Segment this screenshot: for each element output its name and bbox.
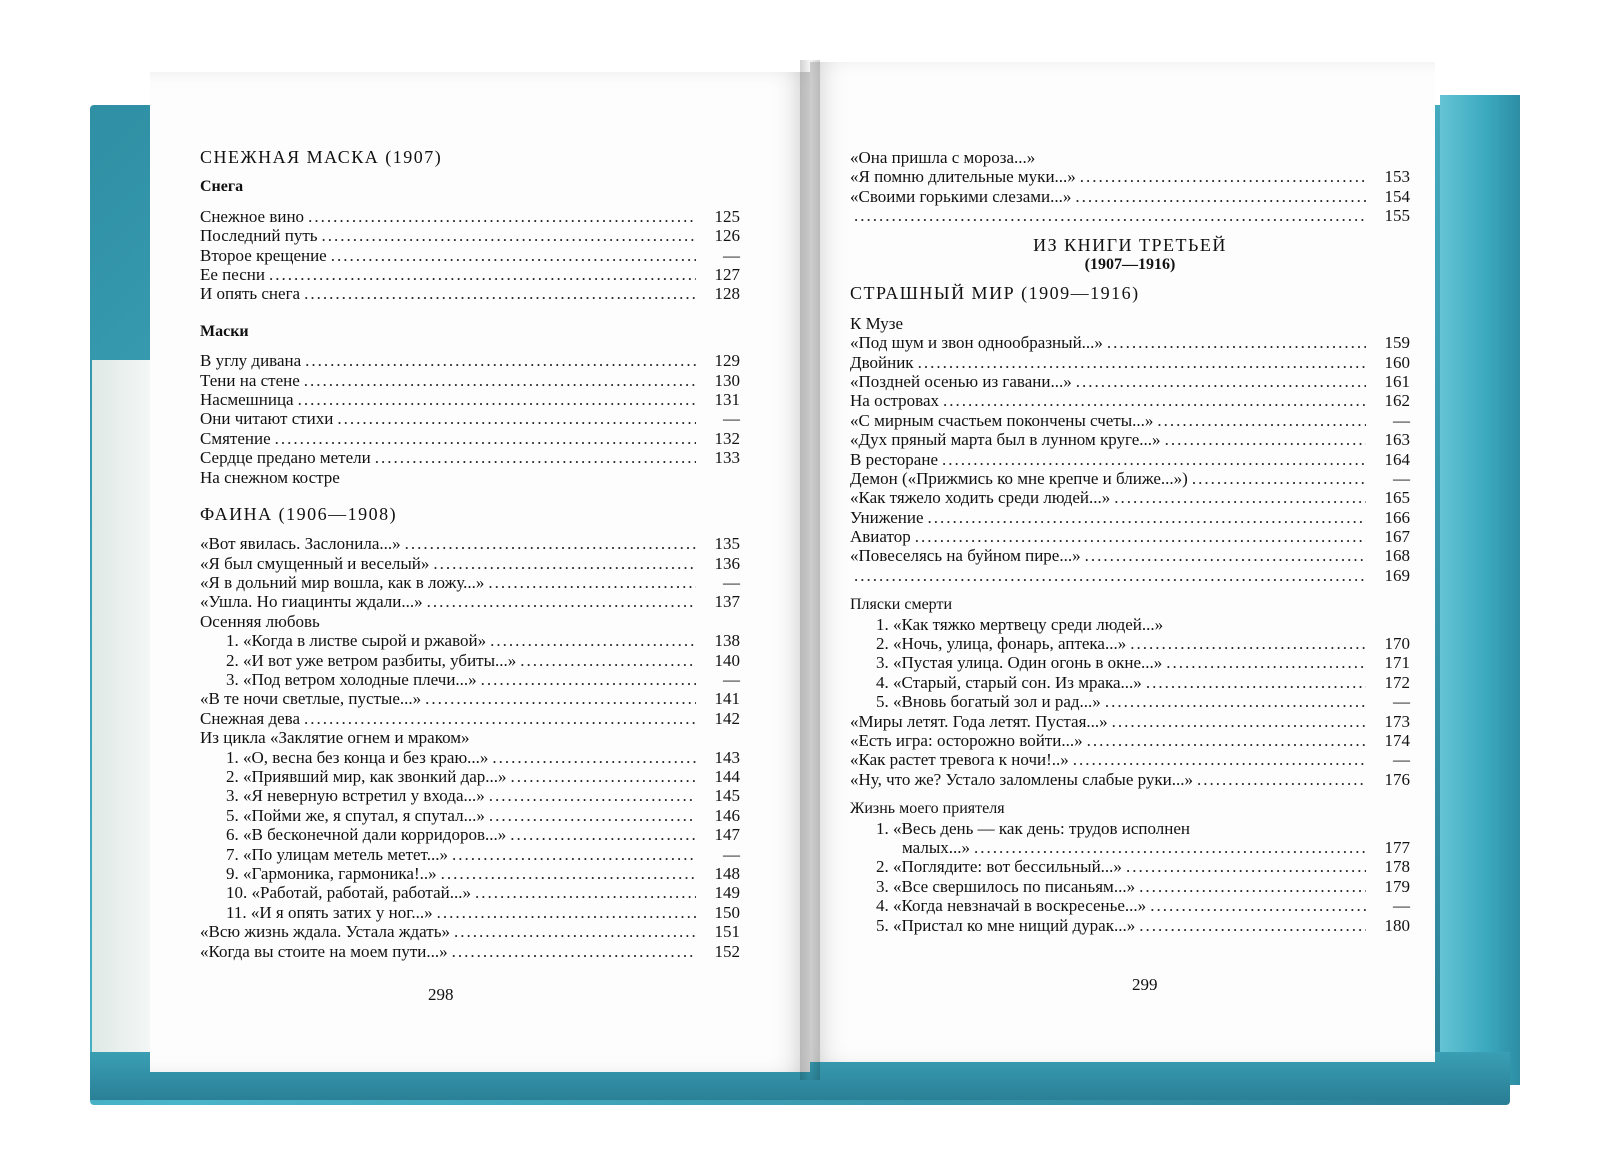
toc-entry [200,226,740,245]
group-title: Пляски смерти [850,596,953,614]
toc-entry [200,351,740,370]
toc-entry-page: 177 [1384,837,1410,857]
toc-entry-title: 1. «Весь день — как день: трудов исполнен [876,818,1190,838]
toc-entry-page: — [1393,750,1410,770]
toc-entry-title: «Ну, что же? Устало заломлены слабые руки...» [850,769,1193,789]
toc-entry-page: — [723,245,740,265]
toc-leader-dots [305,351,696,370]
toc-entry-title: «Я помню длительные муки...» [850,167,1076,187]
toc-entry [200,284,740,303]
toc-entry-title: На снежном костре [200,467,340,487]
toc-leader-dots [269,265,696,284]
toc-entry-title: 2. «Поглядите: вот бессильный...» [876,857,1122,877]
toc-entry-title: Снежное вино [200,206,305,226]
toc-leader-dots [942,450,1366,469]
toc-entry [200,883,740,902]
toc-list [200,534,740,961]
toc-entry [200,612,740,631]
toc-entry-page: — [723,844,740,864]
toc-entry-page: 148 [714,863,740,883]
toc-entry-title: «Своими горькими слезами...» [850,186,1072,206]
toc-entry [200,942,740,961]
toc-entry-title: Унижение [850,507,924,527]
toc-entry-title: «Как растет тревога к ночи!..» [850,750,1069,770]
toc-entry-page: 174 [1384,731,1410,750]
toc-leader-dots [308,207,696,226]
toc-entry [200,845,740,864]
toc-entry [200,429,740,448]
toc-entry-page: — [1393,896,1410,916]
toc-entry [850,615,1410,634]
toc-entry-page: 129 [714,351,740,371]
toc-entry-page: 179 [1384,876,1410,896]
toc-leader-dots [405,534,696,553]
toc-entry-page: 153 [1384,167,1410,187]
toc-entry-title: К Музе [850,313,904,333]
toc-leader-dots [1107,333,1366,352]
toc-entry-page: 161 [1384,371,1410,391]
toc-entry [850,916,1410,935]
toc-entry-page: 164 [1384,449,1410,469]
toc-leader-dots [304,709,696,728]
group-title: Снега [200,178,244,196]
toc-entry-page: 162 [1384,391,1410,411]
book-years: (1907—1916) [1084,255,1176,273]
toc-entry-page: 171 [1384,653,1410,673]
toc-entry-page: 146 [714,805,740,825]
toc-entry-page: 178 [1384,857,1410,877]
toc-entry [850,546,1410,565]
toc-entry [200,265,740,284]
toc-entry [200,592,740,611]
toc-entry [850,148,1410,167]
toc-entry [850,353,1410,372]
toc-entry-title: 2. «Ночь, улица, фонарь, аптека...» [876,634,1127,654]
toc-entry-title: «Ушла. Но гиацинты ждали...» [200,592,423,612]
toc-entry-page: 166 [1384,507,1410,527]
toc-entry [850,187,1410,206]
toc-entry [850,634,1410,653]
toc-leader-dots [1126,857,1366,876]
toc-list [200,207,740,304]
toc-entry-title: Последний путь [200,226,318,246]
toc-entry-page: 155 [1384,206,1410,226]
toc-entry-page: 125 [714,206,740,226]
toc-entry-title: Из цикла «Заклятие огнем и мраком» [200,728,470,748]
toc-list [850,819,1410,935]
toc-leader-dots [918,353,1366,372]
toc-entry-page: 137 [714,592,740,612]
toc-entry-page: 173 [1384,711,1410,731]
toc-leader-dots [1157,411,1366,430]
toc-entry-title: 7. «По улицам метель метет...» [226,844,448,864]
toc-leader-dots [1192,469,1366,488]
toc-entry-page: 141 [714,689,740,709]
toc-leader-dots [489,786,696,805]
toc-entry-title: В углу дивана [200,351,302,371]
toc-entry [200,468,740,487]
toc-entry-title: «Она пришла с мороза...» [850,148,1036,167]
section-title: СНЕЖНАЯ МАСКА (1907) [200,147,443,167]
toc-leader-dots [1150,896,1366,915]
toc-entry-page: 132 [714,428,740,448]
toc-entry-title: 9. «Гармоника, гармоника!..» [226,863,437,883]
toc-list [850,314,1410,585]
toc-entry-page: 152 [714,941,740,961]
toc-entry-title: В ресторане [850,449,938,469]
toc-entry-title: Тени на стене [200,370,300,390]
toc-entry [850,896,1410,915]
toc-leader-dots [1139,916,1366,935]
toc-entry-page: 169 [1384,565,1410,585]
page-number-right: 299 [1132,975,1158,994]
toc-entry [850,508,1410,527]
toc-entry [850,653,1410,672]
toc-entry-page: 160 [1384,352,1410,372]
toc-leader-dots [454,922,696,941]
toc-leader-dots [1080,167,1366,186]
toc-entry [200,534,740,553]
toc-leader-dots [854,566,1366,585]
toc-entry-page: — [723,573,740,593]
page-number-left: 298 [428,985,454,1004]
toc-entry [850,692,1410,711]
toc-leader-dots [437,903,696,922]
book-cover-edge [1440,95,1520,1085]
toc-entry-title: 3. «Под ветром холодные плечи...» [226,670,477,690]
toc-entry-page: — [1393,468,1410,488]
toc-entry-page: 165 [1384,488,1410,508]
toc-entry [850,566,1410,585]
toc-entry [850,712,1410,731]
toc-entry-page: — [1393,410,1410,430]
toc-entry [200,207,740,226]
toc-leader-dots [943,391,1366,410]
toc-entry-page: 151 [714,922,740,942]
toc-entry [200,554,740,573]
section-title: ФАИНА (1906—1908) [200,503,398,524]
toc-entry [850,206,1410,225]
page-stack-edge [92,360,152,1080]
toc-entry-page: 168 [1384,546,1410,566]
toc-entry-page: 147 [714,825,740,845]
toc-entry-page: 167 [1384,527,1410,547]
toc-entry-title: Двойник [850,352,914,372]
toc-leader-dots [427,592,696,611]
toc-entry [850,673,1410,692]
toc-entry-title: Осенняя любовь [200,611,320,631]
toc-entry-page: 140 [714,650,740,670]
toc-entry-title: 4. «Когда невзначай в воскресенье...» [876,896,1147,916]
toc-entry [200,448,740,467]
toc-entry-page: 135 [714,534,740,554]
toc-entry-page: 138 [714,631,740,651]
toc-entry-title: Насмешница [200,389,294,409]
toc-entry-title: Они читают стихи [200,409,334,429]
toc-leader-dots [1075,187,1366,206]
toc-entry-title: «Вот явилась. Заслонила...» [200,534,401,554]
toc-leader-dots [275,429,696,448]
toc-leader-dots [452,845,696,864]
toc-entry-page: 130 [714,370,740,390]
toc-entry-title: Демон («Прижмись ко мне крепче и ближе...») [850,468,1188,488]
toc-entry-page: 128 [714,284,740,304]
toc-entry [200,709,740,728]
group-title: Жизнь моего приятеля [850,800,1005,818]
toc-entry [200,371,740,390]
toc-entry-page: 136 [714,553,740,573]
toc-entry-title: Второе крещение [200,245,327,265]
toc-entry [850,411,1410,430]
toc-leader-dots [489,806,696,825]
toc-list [850,148,1410,226]
toc-entry-title: Авиатор [850,527,911,547]
toc-entry [200,409,740,428]
toc-entry-title: 5. «Вновь богатый зол и рад...» [876,692,1101,712]
toc-entry-title: 5. «Пристал ко мне нищий дурак...» [876,915,1136,935]
toc-entry-title: «Я был смущенный и веселый» [200,553,430,573]
toc-entry [200,670,740,689]
toc-leader-dots [1130,634,1366,653]
toc-leader-dots [331,246,696,265]
toc-entry-page: 133 [714,448,740,468]
toc-entry [850,819,1410,838]
toc-entry [200,651,740,670]
toc-leader-dots [854,206,1366,225]
toc-entry [200,825,740,844]
toc-entry [850,391,1410,410]
book-title: ИЗ КНИГИ ТРЕТЬЕЙ [1033,234,1227,255]
toc-leader-dots [441,864,696,883]
toc-leader-dots [304,284,696,303]
toc-entry [200,390,740,409]
toc-entry-page: — [723,670,740,690]
toc-entry-title: 5. «Пойми же, я спутал, я спутал...» [226,805,485,825]
toc-entry-page: 149 [714,883,740,903]
toc-list [850,615,1410,790]
toc-leader-dots [1085,546,1366,565]
toc-entry [200,786,740,805]
book-gutter [800,60,820,1080]
toc-leader-dots [1165,430,1366,449]
toc-entry-page: 176 [1384,769,1410,789]
toc-entry [200,767,740,786]
toc-entry [200,728,740,747]
toc-leader-dots [511,767,696,786]
toc-leader-dots [1073,750,1366,769]
left-toc-column [200,148,740,961]
toc-entry-title: 2. «И вот уже ветром разбиты, убиты...» [226,650,517,670]
section-title: СТРАШНЫЙ МИР (1909—1916) [850,283,1140,304]
toc-leader-dots [1112,712,1366,731]
toc-entry [850,167,1410,186]
toc-entry [200,806,740,825]
toc-entry-page: 150 [714,902,740,922]
toc-entry-page: 172 [1384,672,1410,692]
toc-entry-title: И опять снега [200,284,301,304]
toc-entry-page: 159 [1384,333,1410,353]
toc-entry [200,573,740,592]
toc-leader-dots [481,670,696,689]
toc-leader-dots [974,838,1366,857]
toc-leader-dots [492,748,696,767]
toc-entry-title: «Есть игра: осторожно войти...» [850,731,1083,750]
toc-entry-title: 1. «Когда в листве сырой и ржавой» [226,631,487,651]
toc-entry-title: «С мирным счастьем покончены счеты...» [850,410,1154,430]
toc-leader-dots [928,508,1366,527]
toc-leader-dots [475,883,696,902]
toc-entry-page: 127 [714,264,740,284]
toc-entry-page: 154 [1384,186,1410,206]
toc-entry [200,922,740,941]
toc-entry-page: 145 [714,786,740,806]
toc-entry [850,333,1410,352]
toc-entry-title: «Миры летят. Года летят. Пустая...» [850,711,1108,731]
toc-leader-dots [298,390,696,409]
toc-entry [200,748,740,767]
toc-leader-dots [1114,488,1366,507]
toc-leader-dots [1139,877,1366,896]
toc-entry-title: «Дух пряный марта был в лунном круге...» [850,430,1161,450]
toc-entry [850,838,1410,857]
toc-entry [850,877,1410,896]
toc-list [200,351,740,487]
toc-entry [850,488,1410,507]
toc-leader-dots [452,942,696,961]
group-title: Маски [200,322,249,340]
toc-leader-dots [490,631,696,650]
toc-leader-dots [510,825,696,844]
toc-leader-dots [488,573,696,592]
toc-entry-page: — [723,409,740,429]
toc-entry-title: На островах [850,391,940,411]
toc-entry-page: 180 [1384,915,1410,935]
toc-entry-title: «Повеселясь на буйном пире...» [850,546,1081,566]
toc-entry-title: 3. «Я неверную встретил у входа...» [226,786,485,806]
toc-entry-title: «Как тяжело ходить среди людей...» [850,488,1111,508]
toc-entry [850,450,1410,469]
toc-leader-dots [1166,653,1366,672]
right-toc-column [850,148,1410,935]
toc-entry-title: Смятение [200,428,271,448]
toc-entry-title: «Всю жизнь ждала. Устала ждать» [200,922,450,942]
toc-leader-dots [337,409,696,428]
toc-leader-dots [1076,372,1366,391]
toc-leader-dots [322,226,696,245]
toc-entry-title: 2. «Приявший мир, как звонкий дар...» [226,767,507,786]
toc-entry [200,631,740,650]
toc-leader-dots [915,527,1366,546]
toc-entry-page: — [1393,692,1410,712]
toc-entry-title: малых...» [902,837,970,857]
toc-entry [850,430,1410,449]
toc-entry-title: 1. «Как тяжко мертвецу среди людей...» [876,614,1164,634]
toc-entry [850,770,1410,789]
toc-entry-title: Снежная дева [200,708,300,728]
toc-leader-dots [433,554,696,573]
toc-entry [850,731,1410,750]
toc-entry [200,903,740,922]
toc-entry-page: 126 [714,226,740,246]
toc-entry [850,314,1410,333]
toc-entry [850,857,1410,876]
toc-entry-title: 6. «В бесконечной дали корридоров...» [226,825,507,845]
toc-entry-title: Ее песни [200,264,265,284]
toc-leader-dots [425,689,696,708]
toc-entry-title: «Под шум и звон однообразный...» [850,333,1103,353]
toc-entry-title: 10. «Работай, работай, работай...» [226,883,471,903]
toc-entry-page: 142 [714,708,740,728]
toc-leader-dots [375,448,696,467]
toc-entry [200,246,740,265]
toc-entry-page: 144 [714,767,740,786]
toc-leader-dots [304,371,696,390]
toc-entry-title: Сердце предано метели [200,448,371,468]
toc-leader-dots [1105,692,1366,711]
toc-entry-title: 3. «Пустая улица. Один огонь в окне...» [876,653,1163,673]
toc-entry-title: «Поздней осенью из гавани...» [850,371,1072,391]
toc-leader-dots [1197,770,1366,789]
toc-entry-page: 170 [1384,634,1410,654]
toc-entry-page: 143 [714,747,740,767]
toc-entry [850,372,1410,391]
toc-entry-title: «В те ночи светлые, пустые...» [200,689,422,709]
toc-entry-title: «Когда вы стоите на моем пути...» [200,941,448,961]
toc-entry-title: 11. «И я опять затих у ног...» [226,902,433,922]
toc-entry [850,750,1410,769]
toc-entry-title: 1. «О, весна без конца и без краю...» [226,747,489,767]
toc-entry [200,864,740,883]
toc-entry-title: 3. «Все свершилось по писаньям...» [876,876,1136,896]
toc-leader-dots [1087,731,1366,750]
toc-entry [200,689,740,708]
toc-entry-page: 163 [1384,430,1410,450]
toc-entry [850,469,1410,488]
toc-entry-title: «Я в дольний мир вошла, как в ложу...» [200,573,485,593]
toc-entry-title: 4. «Старый, старый сон. Из мрака...» [876,672,1142,692]
toc-entry-page: 131 [714,389,740,409]
toc-leader-dots [1146,673,1366,692]
toc-leader-dots [520,651,696,670]
toc-entry [850,527,1410,546]
